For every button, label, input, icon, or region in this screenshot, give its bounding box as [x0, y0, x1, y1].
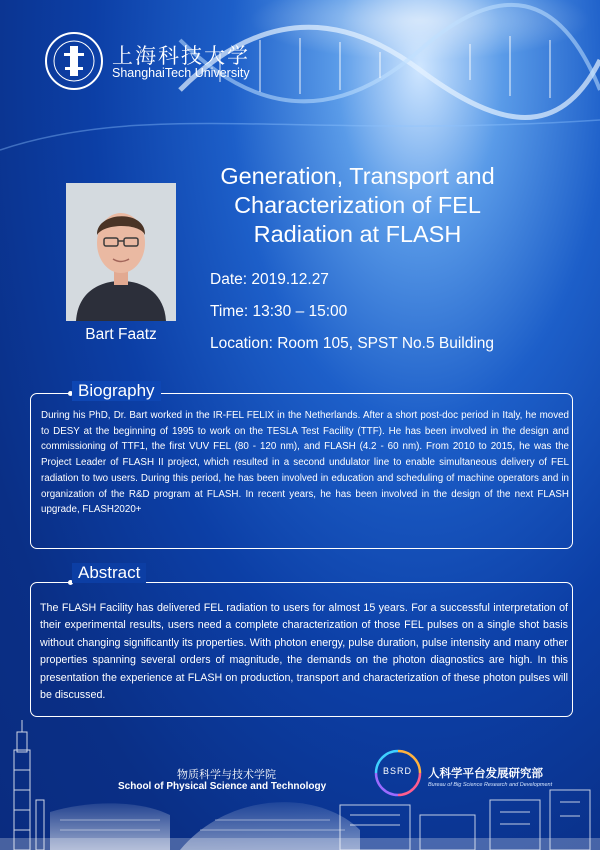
abstract-heading: Abstract	[72, 563, 146, 583]
bsrd-name-en: Bureau of Big Science Research and Development	[428, 782, 553, 788]
speaker-photo	[66, 183, 176, 321]
talk-title-line: Characterization of FEL	[234, 192, 481, 218]
talk-title-line: Generation, Transport and	[220, 163, 495, 189]
talk-time: Time: 13:30 – 15:00	[210, 303, 348, 320]
biography-text: During his PhD, Dr. Bart worked in the IR-FEL FELIX in the Netherlands. After a short post-doc period in Italy, he moved to DESY at the beginning of 1995 to work on the TESLA Test Facility (TTF). He has been involved in the design and commissioning of TTF1, the first VUV FEL (80 - 120 nm), and FLASH (4.2 - 60 nm). From 2010 to 2015, he was the Project Leader of FLASH II project, which resulted in a second undulator line to enable simultaneous delivery of FEL radiation to two users. During this period, he has been involved in education and scheduling of machine operators and in organization of the R&D program at FLASH. In recent years, he has been involved in the design of the next FLASH upgrade, FLASH2020+	[41, 410, 569, 516]
speaker-name: Bart Faatz	[85, 326, 157, 343]
talk-title-line: Radiation at FLASH	[253, 221, 462, 247]
talk-title	[200, 162, 515, 249]
bsrd-abbreviation: BSRD	[383, 766, 413, 776]
university-name-en: ShanghaiTech University	[112, 66, 250, 80]
abstract-text: The FLASH Facility has delivered FEL radiation to users for almost 15 years. For a successful interpretation of their experimental results, users need a complete characterization of those FEL pulses on a single shot basis without changing significantly its properties. With photon energy, pulse duration, pulse intensity and many other properties spanning several orders of magnitude, the demands on the photon diagnostics are high. In this presentation the experience at FLASH on production, transport and characterization of these photon pulses will be discussed.	[40, 602, 568, 702]
school-name-cn: 物质科学与技术学院	[177, 768, 276, 781]
biography-heading: Biography	[72, 381, 161, 401]
school-name-en: School of Physical Science and Technology	[118, 781, 327, 792]
talk-location: Location: Room 105, SPST No.5 Building	[210, 335, 495, 352]
talk-date: Date: 2019.12.27	[210, 271, 329, 288]
university-name-cn: 上海科技大学	[112, 44, 250, 68]
bsrd-name-cn: 人科学平台发展研究部	[428, 766, 543, 780]
university-seal-logo	[44, 31, 104, 91]
